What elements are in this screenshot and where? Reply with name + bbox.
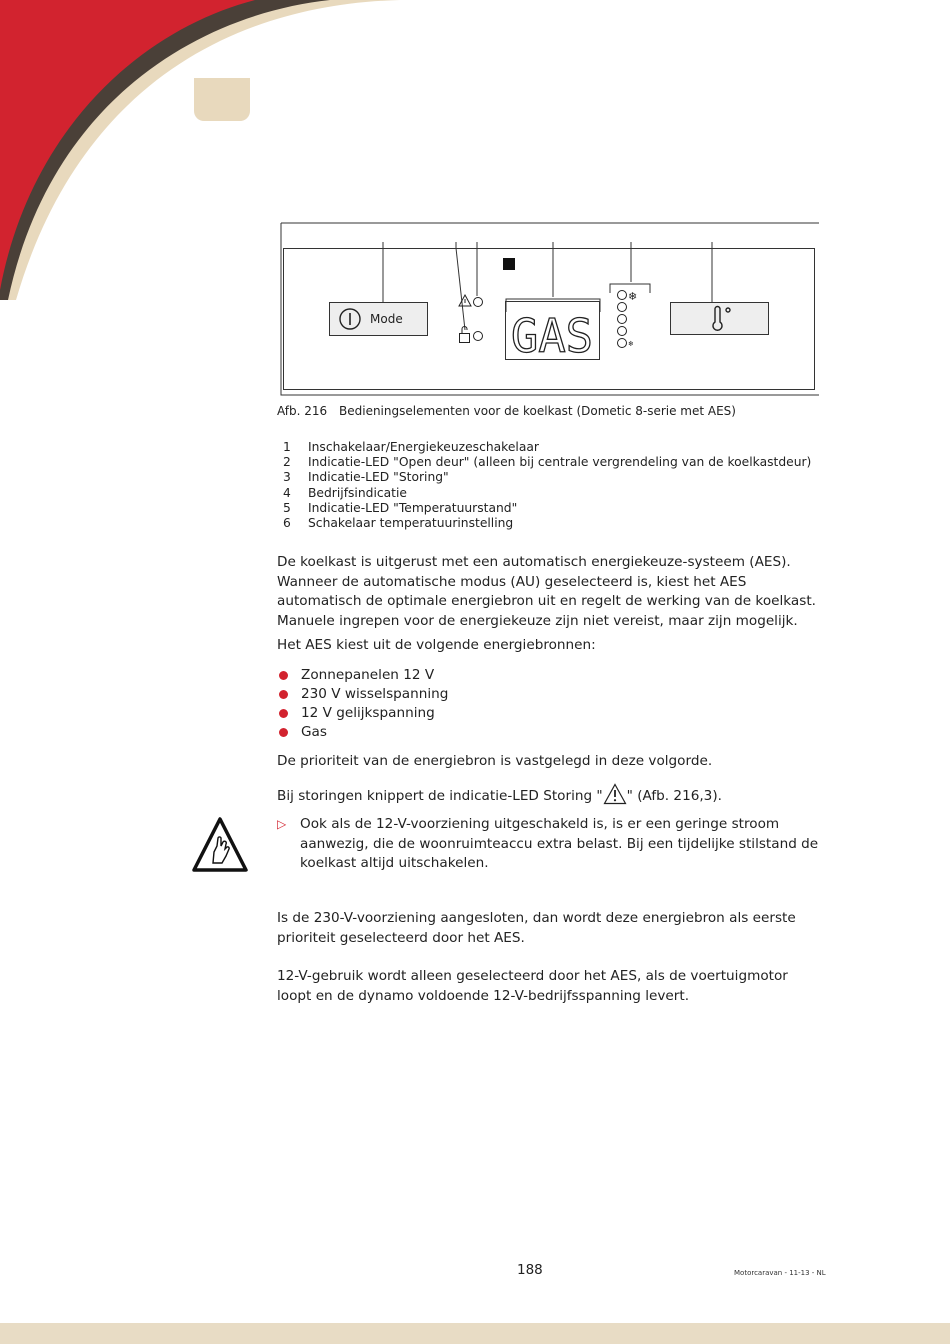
paragraph-230v: Is de 230-V-voorziening aangesloten, dan wordt deze energiebron als eerste prioriteit geselecteerd door het AES.	[277, 910, 796, 946]
list-item: 12 V gelijkspanning	[277, 704, 448, 723]
note-item	[277, 815, 822, 874]
figure-number: Afb. 216	[277, 404, 328, 418]
warning-triangle-icon	[603, 783, 627, 805]
bullet-dot	[279, 728, 288, 737]
figure-legend	[283, 440, 811, 531]
paragraph-priority: De prioriteit van de energiebron is vastgelegd in deze volgorde.	[277, 753, 713, 769]
footer-reference: Motorcaravan - 11-13 - NL	[734, 1269, 826, 1277]
small-snowflake-icon: ❄	[628, 340, 634, 348]
list-item: Zonnepanelen 12 V	[277, 666, 448, 685]
bullet-dot	[279, 709, 288, 718]
chapter-tab	[194, 78, 250, 121]
snowflake-icon: ❄	[628, 290, 638, 303]
paragraph-aes-intro: De koelkast is uitgerust met een automatisch energiekeuze-systeem (AES). Wanneer de automatische modus (AU) geselecteerd is, kiest het AES automatisch de optimale energiebron uit en regelt de werking van de koelkast. Manuele ingrepen voor de energiekeuze zijn niet vereist, maar zijn mogelijk.	[277, 554, 816, 629]
list-item: Gas	[277, 723, 448, 742]
paragraph-12v: 12-V-gebruik wordt alleen geselecteerd door het AES, als de voertuigmotor loopt en de dynamo voldoende 12-V-bedrijfsspanning levert.	[277, 968, 788, 1004]
bullet-dot	[279, 690, 288, 699]
bullet-dot	[279, 671, 288, 680]
paragraph-fault: Bij storingen knippert de indicatie-LED Storing " " (Afb. 216,3).	[277, 783, 822, 807]
legend-item: 1 Inschakelaar/Energiekeuzeschakelaar	[283, 440, 539, 454]
page-number: 188	[517, 1262, 543, 1278]
temperature-leds	[618, 291, 627, 348]
legend-item: 6 Schakelaar temperatuurinstelling	[283, 516, 514, 531]
hand-warning-icon	[192, 816, 250, 874]
status-display-text: GAS	[511, 309, 593, 363]
list-item: 230 V wisselspanning	[277, 685, 448, 704]
control-panel-figure	[279, 222, 820, 398]
bottom-bar	[0, 1323, 950, 1344]
note-text: Ook als de 12-V-voorziening uitgeschakeld is, is er een geringe stroom aanwezig, die de woonruimteaccu extra belast. Bij een tijdelijke stilstand de koelkast altijd uitschakelen.	[300, 816, 819, 871]
mode-button-label: Mode	[370, 312, 403, 326]
door-led	[474, 332, 483, 341]
triangle-bullet-icon: ▷	[277, 817, 287, 831]
legend-item: 3 Indicatie-LED "Storing"	[283, 470, 449, 485]
indicator-square	[503, 258, 515, 270]
paragraph-energy-sources: Het AES kiest uit de volgende energiebronnen:	[277, 637, 596, 653]
door-lock-icon	[460, 334, 470, 343]
figure-caption	[277, 404, 736, 418]
legend-item: 5 Indicatie-LED "Temperatuurstand"	[283, 500, 518, 515]
fault-led	[474, 298, 483, 307]
legend-item: 4 Bedrijfsindicatie	[283, 485, 407, 500]
figure-caption-text: Bedieningselementen voor de koelkast (Dometic 8-serie met AES)	[339, 404, 736, 418]
legend-item: 2 Indicatie-LED "Open deur" (alleen bij centrale vergrendeling van de koelkastdeur)	[283, 455, 812, 470]
energy-source-list	[277, 666, 448, 742]
